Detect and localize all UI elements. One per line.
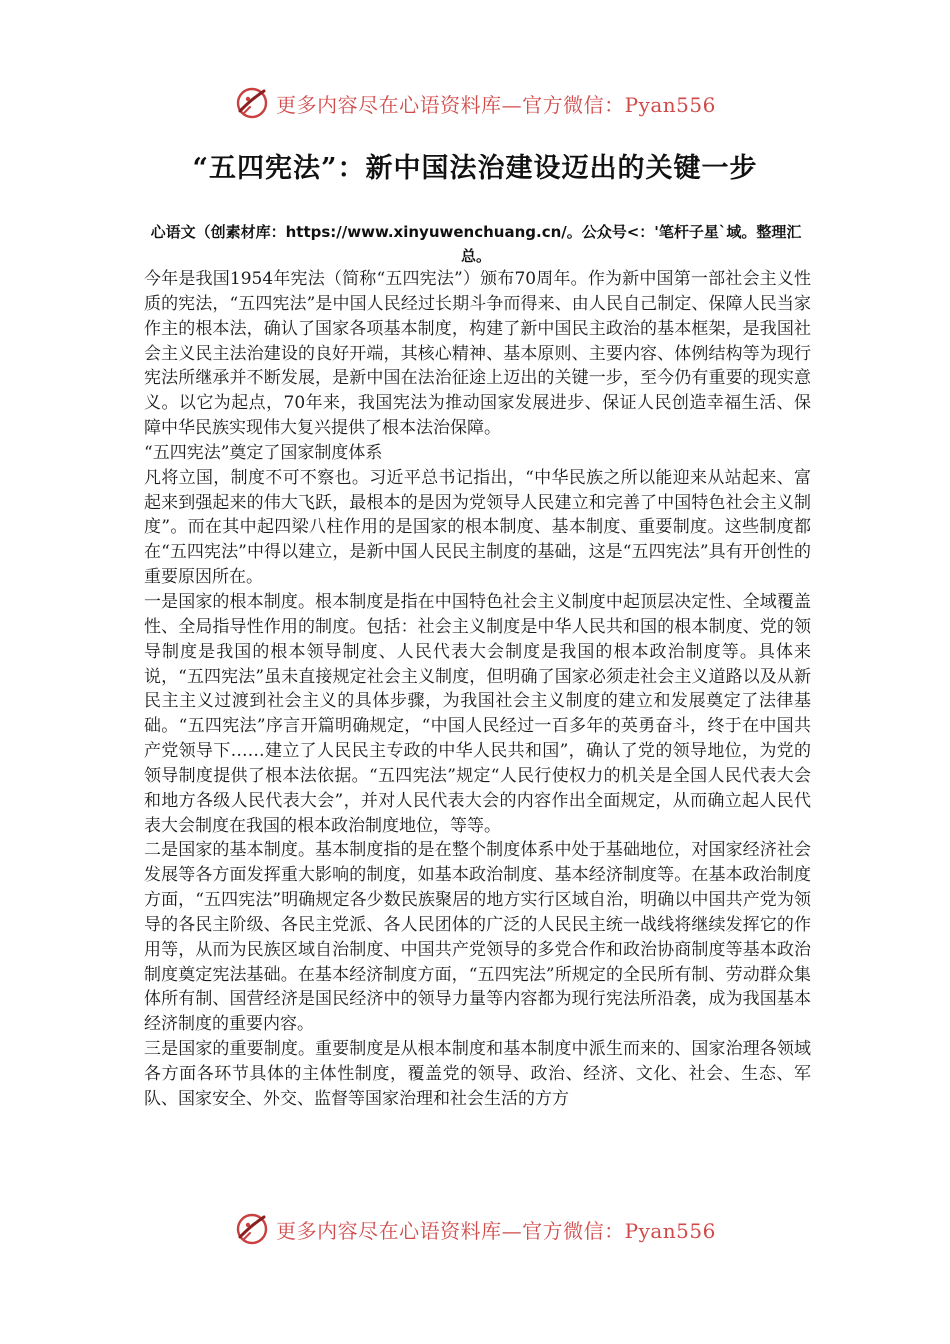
paragraph-intro: 今年是我国1954年宪法（简称“五四宪法”）颁布70周年。作为新中国第一部社会主义性质的宪法，“五四宪法”是中国人民经过长期斗争而得来、由人民自己制定、保障人民当家作主的根本法，确认了国家各项基本制度，构建了新中国民主政治的基本框架，是我国社会主义民主法治建设的良好开端，其核心精神、基本原则、主要内容、体例结构等为现行宪法所继承并不断发展，是新中国在法治征途上迈出的关键一步，至今仍有重要的现实意义。以它为起点，70年来，我国宪法为推动国家发展进步、保证人民创造幸福生活、保障中华民族实现伟大复兴提供了根本法治保障。 bbox=[144, 269, 811, 439]
paragraph: 凡将立国，制度不可不察也。习近平总书记指出，“中华民族之所以能迎来从站起来、富起来到强起来的伟大飞跃，最根本的是因为党领导人民建立和完善了中国特色社会主义制度”。而在其中起四梁八柱作用的是国家的根本制度、基本制度、重要制度。这些制度都在“五四宪法”中得以建立，是新中国人民民主制度的基础，这是“五四宪法”具有开创性的重要原因所在。 bbox=[144, 467, 811, 588]
document-title: “五四宪法”：新中国法治建设迈出的关键一步 bbox=[192, 153, 758, 184]
paragraph: 三是国家的重要制度。重要制度是从根本制度和基本制度中派生而来的、国家治理各领域各方面各环节具体的主体性制度，覆盖党的领导、政治、经济、文化、社会、生态、军队、国家安全、外交、监督等国家治理和社会生活的方方 bbox=[144, 1039, 811, 1109]
brush-logo-icon bbox=[234, 1211, 270, 1247]
watermark-text: 更多内容尽在心语资料库—官方微信：Pyan556 bbox=[276, 92, 716, 117]
source-line: 心语文（创素材库：https://www.xinyuwenchuang.cn/。公众号<：'笔杆子星`域。整理汇总。 bbox=[150, 223, 802, 265]
section-heading: “五四宪法”奠定了国家制度体系 bbox=[144, 442, 383, 463]
watermark-text: 更多内容尽在心语资料库—官方微信：Pyan556 bbox=[276, 1218, 716, 1243]
paragraph: 二是国家的基本制度。基本制度指的是在整个制度体系中处于基础地位，对国家经济社会发展等各方面发挥重大影响的制度，如基本政治制度、基本经济制度等。在基本政治制度方面，“五四宪法”明确规定各少数民族聚居的地方实行区域自治，明确以中国共产党为领导的各民主阶级、各民主党派、各人民团体的广泛的人民民主统一战线将继续发挥它的作用等，从而为民族区域自治制度、中国共产党领导的多党合作和政治协商制度等基本政治制度奠定宪法基础。在基本经济制度方面，“五四宪法”所规定的全民所有制、劳动群众集体所有制、国营经济是国民经济中的领导力量等内容都为现行宪法所沿袭，成为我国基本经济制度的重要内容。 bbox=[144, 840, 811, 1035]
brush-logo-icon bbox=[234, 85, 270, 121]
header-watermark bbox=[0, 83, 950, 123]
footer-watermark bbox=[0, 1209, 950, 1249]
paragraph: 一是国家的根本制度。根本制度是指在中国特色社会主义制度中起顶层决定性、全域覆盖性、全局指导性作用的制度。包括：社会主义制度是中华人民共和国的根本制度、党的领导制度是我国的根本领导制度、人民代表大会制度是我国的根本政治制度等。具体来说，“五四宪法”虽未直接规定社会主义制度，但明确了国家必须走社会主义道路以及从新民主主义过渡到社会主义的具体步骤，为我国社会主义制度的建立和发展奠定了法律基础。“五四宪法”序言开篇明确规定，“中国人民经过一百多年的英勇奋斗，终于在中国共产党领导下……建立了人民民主专政的中华人民共和国”，确认了党的领导地位，为党的领导制度提供了根本法依据。“五四宪法”规定“人民行使权力的机关是全国人民代表大会和地方各级人民代表大会”，并对人民代表大会的内容作出全面规定，从而确立起人民代表大会制度在我国的根本政治制度地位，等等。 bbox=[144, 591, 811, 836]
article-body bbox=[144, 267, 811, 1112]
